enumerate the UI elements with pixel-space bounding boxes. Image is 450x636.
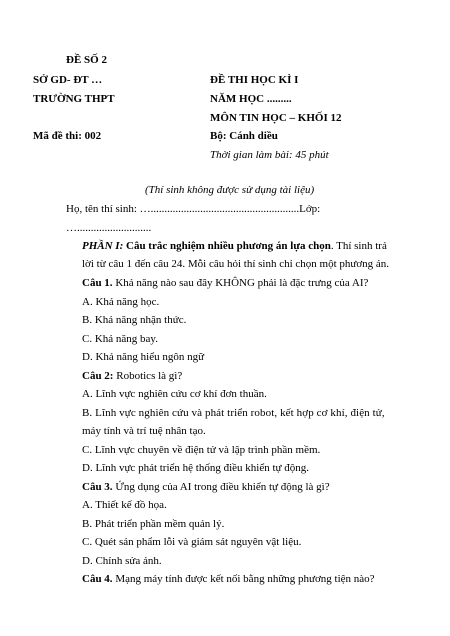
- book: Bộ: Cánh diều: [210, 130, 278, 142]
- exam-number: ĐỀ SỐ 2: [66, 54, 107, 66]
- question-1: [82, 276, 368, 290]
- question-4-text: Mạng máy tính được kết nối bằng những phương tiện nào?: [112, 573, 375, 585]
- question-3: [82, 480, 330, 494]
- duration: Thời gian làm bài: 45 phút: [210, 149, 329, 161]
- exam-title: ĐỀ THI HỌC KÌ I: [210, 74, 299, 86]
- school-name: TRƯỜNG THPT: [33, 93, 115, 105]
- q2-option-c: C. Lĩnh vực chuyên về điện tử và lập trình phần mềm.: [82, 444, 321, 456]
- part1-heading: Câu trắc nghiệm nhiều phương án lựa chọn: [126, 240, 331, 252]
- question-1-label: Câu 1.: [82, 277, 113, 289]
- q3-option-d: D. Chỉnh sửa ảnh.: [82, 555, 162, 567]
- q3-option-c: C. Quét sản phẩm lỗi và giám sát nguyên vật liệu.: [82, 536, 302, 548]
- question-3-text: Ứng dụng của AI trong điều khiển tự động là gì?: [112, 481, 330, 493]
- subject: MÔN TIN HỌC – KHỐI 12: [210, 112, 342, 124]
- q1-option-d: D. Khả năng hiểu ngôn ngữ: [82, 351, 205, 363]
- part1-heading-line: [82, 239, 387, 253]
- q1-option-c: C. Khả năng bay.: [82, 333, 158, 345]
- exam-note: (Thí sinh không được sử dụng tài liệu): [145, 184, 315, 196]
- question-2: [82, 369, 182, 383]
- q2-option-a: A. Lĩnh vực nghiên cứu cơ khí đơn thuần.: [82, 388, 267, 400]
- q3-option-a: A. Thiết kế đồ họa.: [82, 499, 167, 511]
- question-2-text: Robotics là gì?: [113, 370, 183, 382]
- candidate-class-line: …...........................: [66, 222, 152, 234]
- q3-option-b: B. Phát triển phần mềm quản lý.: [82, 518, 225, 530]
- question-1-text: Khả năng nào sau đây KHÔNG phải là đặc trưng của AI?: [112, 277, 369, 289]
- q2-option-b-cont: máy tính và trí tuệ nhân tạo.: [82, 425, 206, 437]
- q2-option-b: B. Lĩnh vực nghiên cứu và phát triển robot, kết hợp cơ khí, điện tử,: [82, 407, 385, 419]
- part1-title: PHẦN I:: [82, 240, 124, 252]
- q2-option-d: D. Lĩnh vực phát triển hệ thống điều khiển tự động.: [82, 462, 309, 474]
- exam-code: Mã đề thi: 002: [33, 130, 102, 142]
- part1-instruction-1: . Thí sinh trả: [330, 240, 387, 252]
- question-4: [82, 572, 375, 586]
- department: SỞ GD- ĐT …: [33, 74, 103, 86]
- candidate-name-line: Họ, tên thí sinh: …......................................................Lớp:: [66, 203, 321, 215]
- question-2-label: Câu 2:: [82, 370, 114, 382]
- school-year: NĂM HỌC .........: [210, 93, 292, 105]
- question-4-label: Câu 4.: [82, 573, 113, 585]
- q1-option-b: B. Khả năng nhận thức.: [82, 314, 187, 326]
- q1-option-a: A. Khả năng học.: [82, 296, 160, 308]
- question-3-label: Câu 3.: [82, 481, 113, 493]
- part1-instruction-2: lời từ câu 1 đến câu 24. Mỗi câu hỏi thí sinh chỉ chọn một phương án.: [82, 258, 390, 270]
